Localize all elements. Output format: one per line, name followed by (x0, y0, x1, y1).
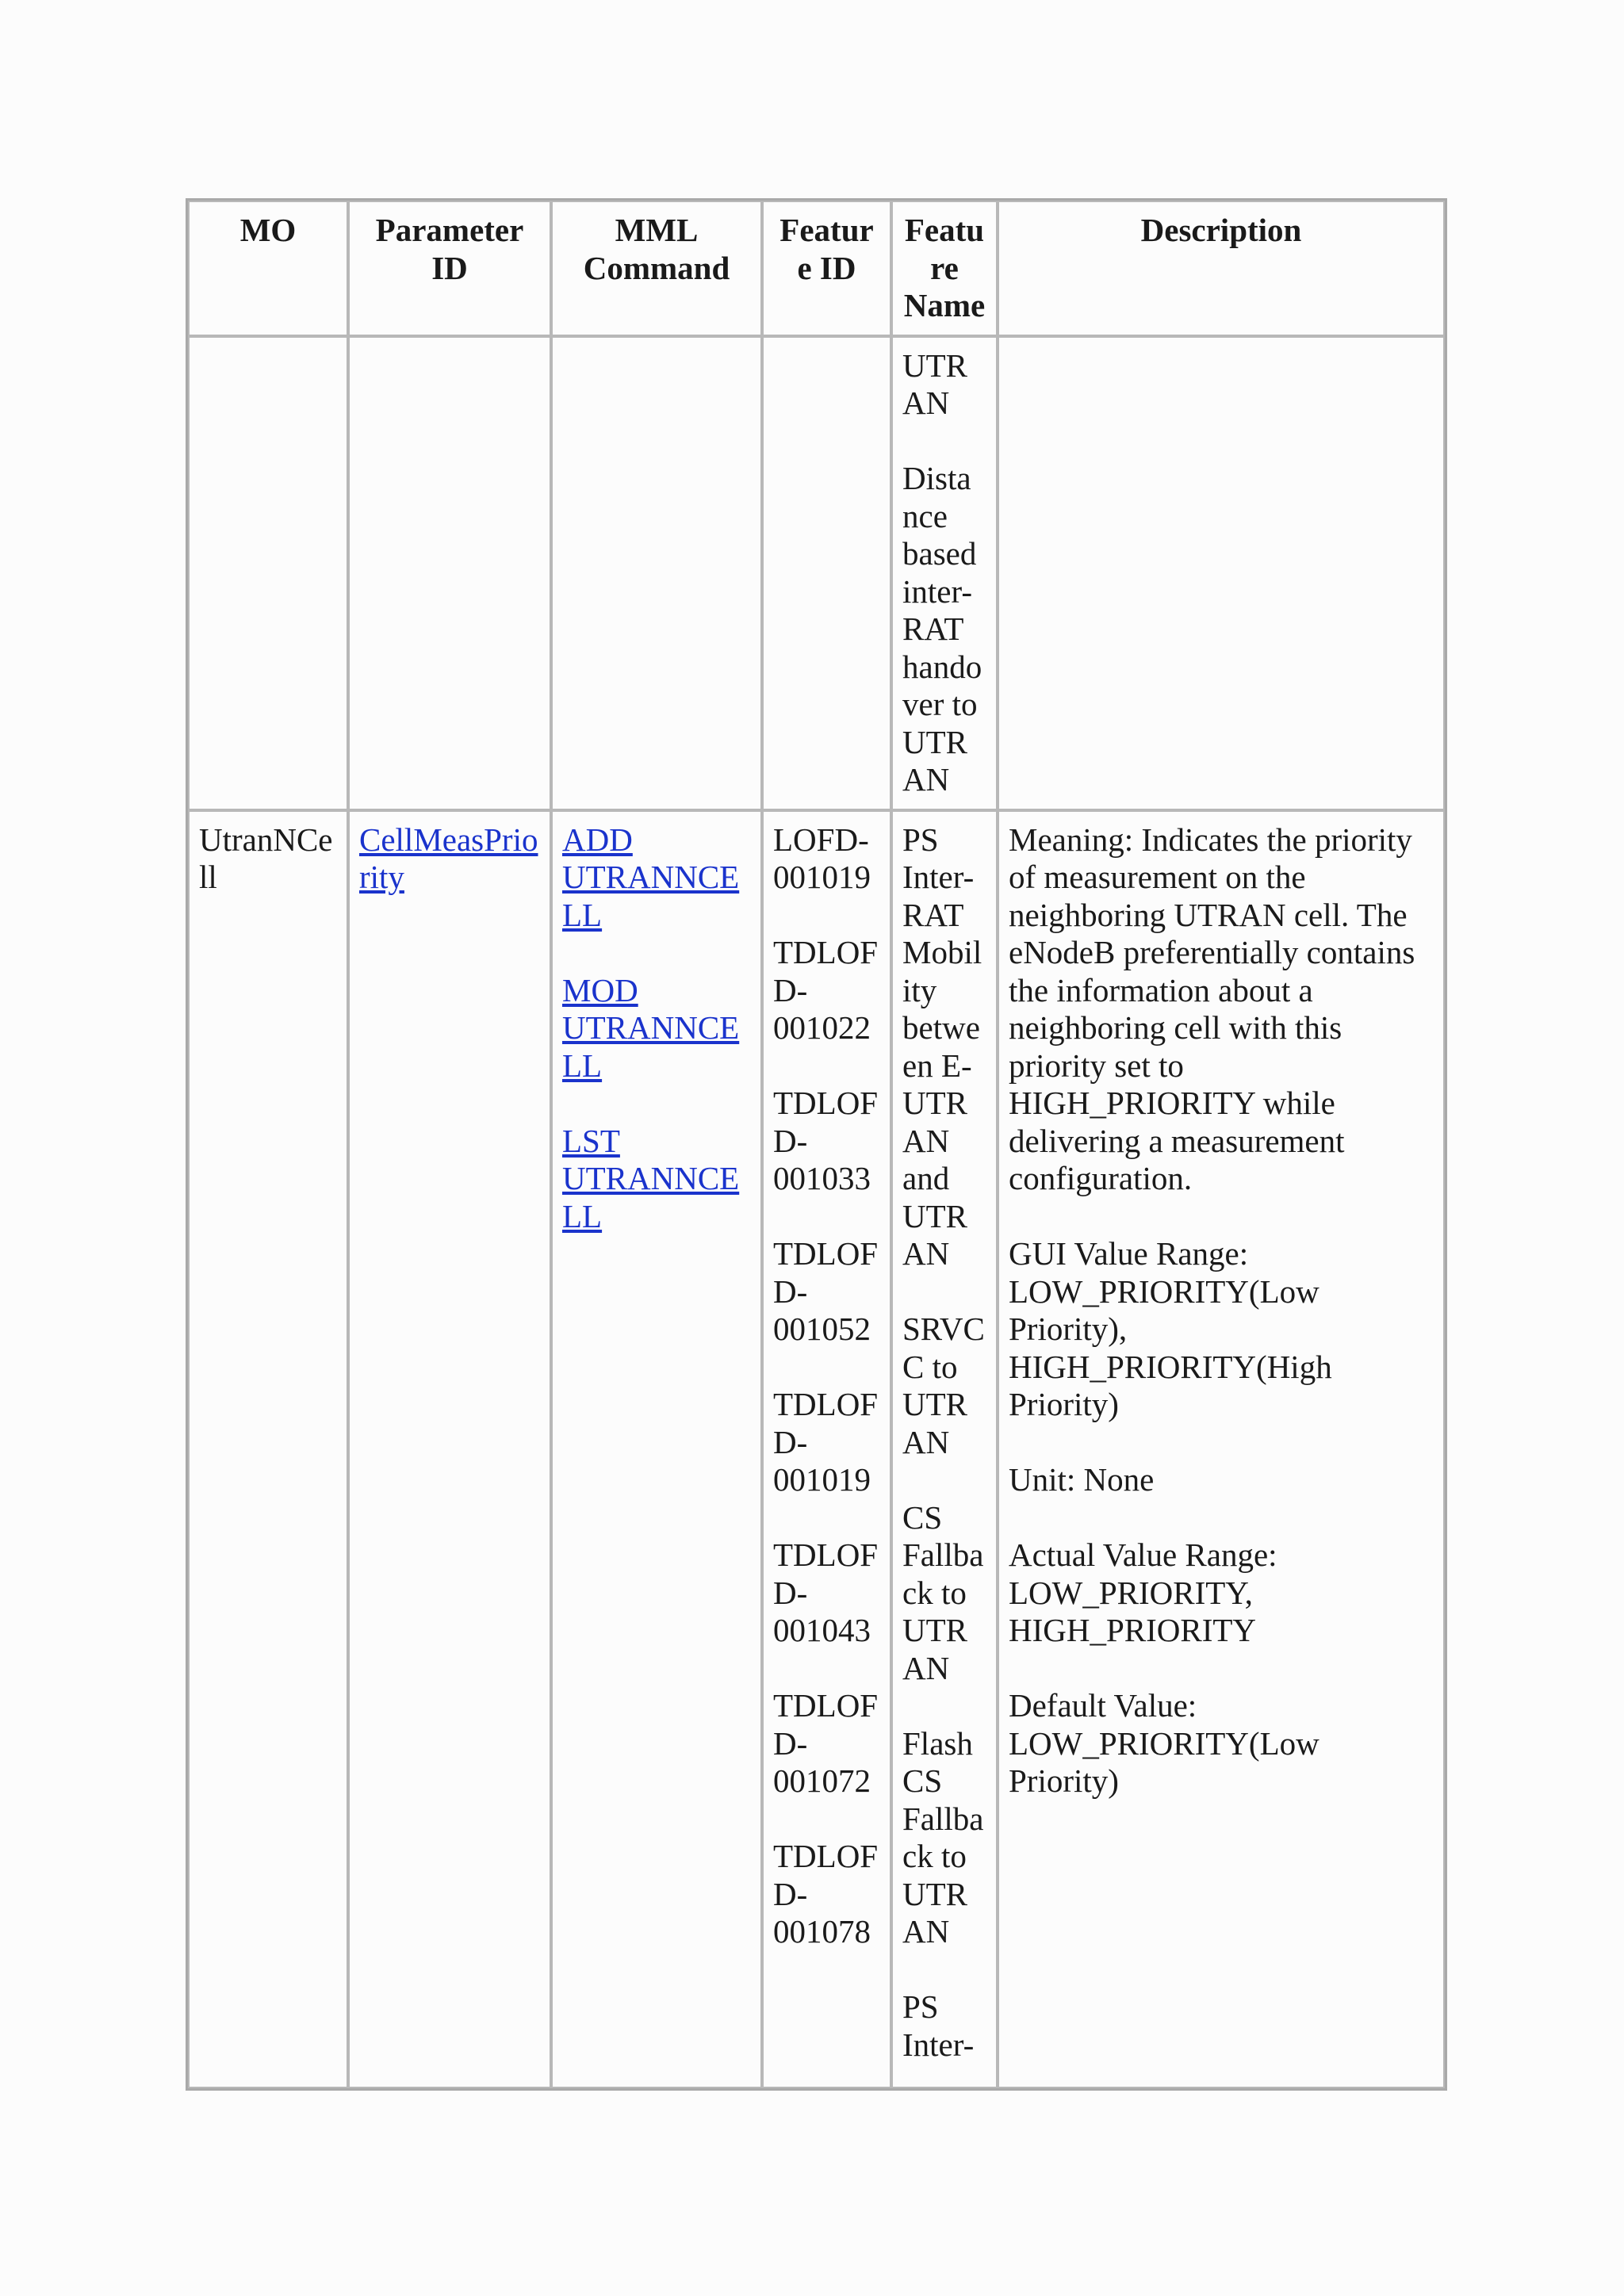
feature-id-item: TDLOFD-001022 (773, 934, 879, 1046)
mml-command-link-add[interactable]: ADD UTRANNCELL (562, 821, 740, 933)
table-row (188, 810, 1445, 2088)
feature-name-item: CS Fallback to UTRAN (902, 1498, 984, 1686)
header-mo: MO (188, 201, 348, 336)
mo-value: UtranNCell (199, 821, 333, 895)
parameter-table (186, 198, 1447, 2091)
feature-name-item: Distance based inter-RAT handover to UTRAN (902, 460, 982, 798)
table-header-row (188, 201, 1445, 336)
description-gui-value-range: GUI Value Range: LOW_PRIORITY(Low Priority), HIGH_PRIORITY(High Priority) (1009, 1235, 1332, 1422)
feature-id-item: TDLOFD-001052 (773, 1235, 879, 1347)
cell-parameter-id (348, 810, 551, 2088)
cell-parameter-id-empty (348, 336, 551, 810)
feature-id-item: TDLOFD-001078 (773, 1838, 879, 1950)
cell-mml-command-empty (551, 336, 762, 810)
mml-command-link-lst[interactable]: LST UTRANNCELL (562, 1122, 740, 1234)
cell-feature-id (762, 810, 891, 2088)
description-default-value: Default Value: LOW_PRIORITY(Low Priority) (1009, 1687, 1320, 1799)
header-feature-id: Feature ID (762, 201, 891, 336)
description-unit: Unit: None (1009, 1461, 1155, 1498)
parameter-id-link[interactable]: CellMeasPriority (359, 821, 538, 895)
header-mml-command: MML Command (551, 201, 762, 336)
feature-name-item: PS Inter- (902, 1988, 975, 2063)
feature-name-item: UTRAN (902, 346, 967, 421)
description-actual-value-range: Actual Value Range: LOW_PRIORITY, HIGH_PRIORITY (1009, 1536, 1277, 1648)
table-row (188, 336, 1445, 810)
feature-name-item: PS Inter-RAT Mobility between E-UTRAN and UTRAN (902, 821, 982, 1272)
cell-mo (188, 810, 348, 2088)
cell-mo-empty (188, 336, 348, 810)
cell-description-empty (998, 336, 1445, 810)
header-parameter-id: Parameter ID (348, 201, 551, 336)
description-meaning: Meaning: Indicates the priority of measurement on the neighboring UTRAN cell. The eNodeB preferentially contains the information about a neighboring cell with this priority set to HIGH_PRIORITY while delivering a measurement configuration. (1009, 821, 1415, 1196)
cell-mml-command (551, 810, 762, 2088)
feature-name-item: SRVCC to UTRAN (902, 1311, 985, 1460)
mml-command-link-mod[interactable]: MOD UTRANNCELL (562, 971, 740, 1084)
cell-description (998, 810, 1445, 2088)
cell-feature-name (891, 336, 998, 810)
header-feature-name: Feature Name (891, 201, 998, 336)
feature-id-item: LOFD-001019 (773, 821, 871, 895)
feature-id-item: TDLOFD-001043 (773, 1536, 879, 1648)
header-description: Description (998, 201, 1445, 336)
cell-feature-name (891, 810, 998, 2088)
feature-name-item: Flash CS Fallback to UTRAN (902, 1724, 984, 1950)
feature-id-item: TDLOFD-001072 (773, 1687, 879, 1799)
feature-id-item: TDLOFD-001033 (773, 1085, 879, 1196)
feature-id-item: TDLOFD-001019 (773, 1386, 879, 1498)
cell-feature-id-empty (762, 336, 891, 810)
